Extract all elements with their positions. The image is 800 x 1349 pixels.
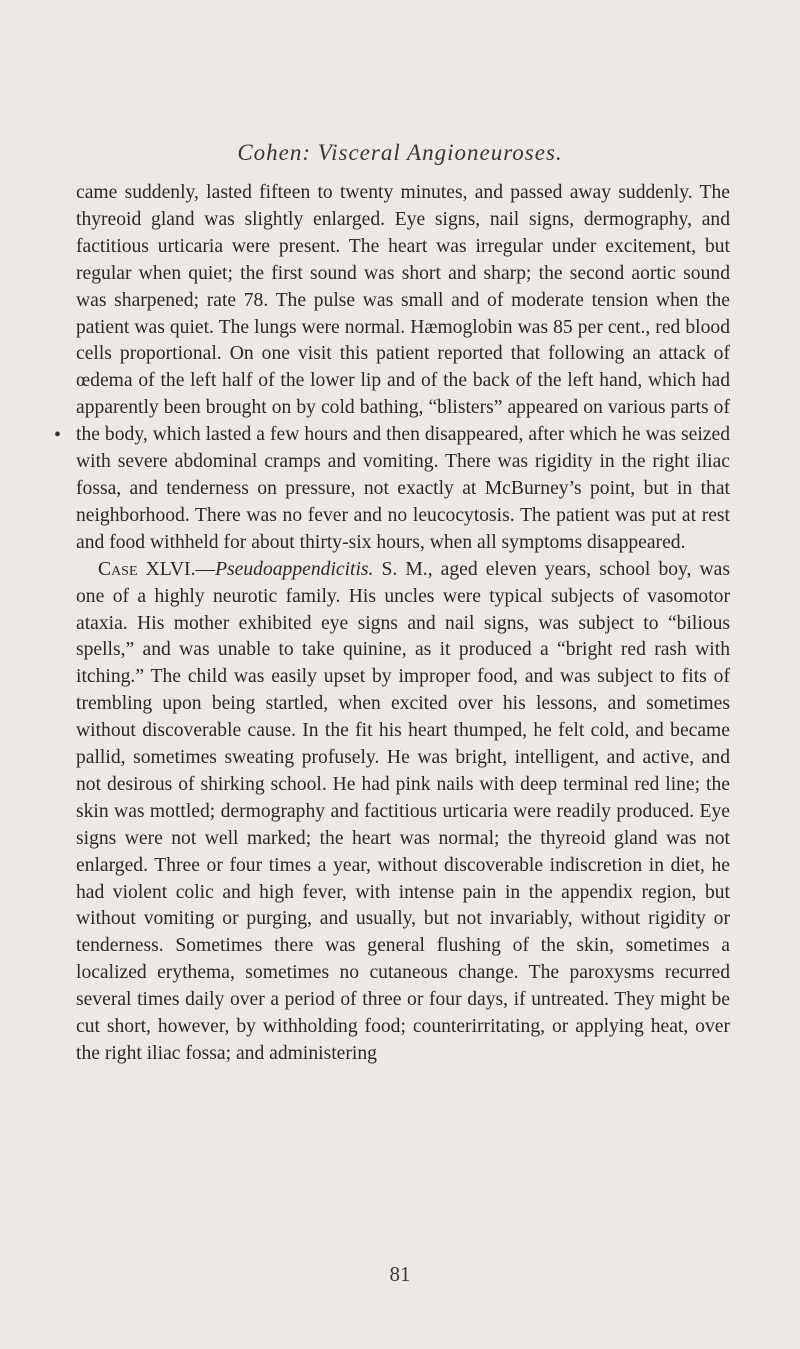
page-number: 81 xyxy=(389,1262,411,1286)
running-head: Cohen: Visceral Angioneuroses. xyxy=(237,140,563,165)
paragraph-continued: came suddenly, lasted fifteen to twenty minutes, and passed away suddenly. The thyreoid gland was slightly enlarged. Eye signs, nail signs, dermography, and factitious urticaria were present. The heart was irregular under excitement, but regular when quiet; the first sound was short and sharp; the second aortic sound was sharpened; rate 78. The pulse was small and of moderate tension when the patient was quiet. The lungs were normal. Hæmoglobin was 85 per cent., red blood cells proportional. On one visit this patient reported that following an attack of œdema of the left half of the lower lip and of the back of the left hand, which had apparently been brought on by cold bathing, “blisters” appeared on various parts of the body, which lasted a few hours and then disappeared, after which he was seized with severe abdominal cramps and vomiting. There was rigidity in the right iliac fossa, and tenderness on pressure, not exactly at McBurney’s point, but in that neighborhood. There was no fever and no leucocytosis. The patient was put at rest and food withheld for about thirty-six hours, when all symptoms disappeared. xyxy=(76,182,730,553)
em-dash: — xyxy=(195,558,216,580)
case-body: S. M., aged eleven years, school boy, was one of a highly neurotic family. His uncles were typical subjects of vasomotor ataxia. His mother exhibited eye signs and nail signs, was subject to “bilious spells,” and was unable to take quinine, as it produced a “bright red rash with itching.” The child was easily upset by improper food, and was subject to fits of trembling upon being startled, when excited over his lessons, and sometimes without discoverable cause. In the fit his heart thumped, he felt cold, and became pallid, sometimes sweating profusely. He was bright, intelligent, and active, and not desirous of shirking school. He had pink nails with deep terminal red line; the skin was mottled; dermography and factitious urticaria were readily produced. Eye signs were not well marked; the heart was normal; the thyreoid gland was not enlarged. Three or four times a year, without discoverable indiscretion in diet, he had violent colic and high fever, with intense pain in the appendix region, but without vomiting or purging, and usually, but not invariably, without rigidity or tenderness. Sometimes there was general flushing of the skin, sometimes a localized erythema, sometimes no cutaneous change. The paroxysms recurred several times daily over a period of three or four days, if untreated. They might be cut short, however, by withholding food; counterirritating, or applying heat, over the right iliac fossa; and administering xyxy=(76,558,730,1064)
case-label: Case XLVI. xyxy=(98,558,196,580)
margin-mark: • xyxy=(54,424,62,446)
body-text xyxy=(76,180,730,1068)
case-title: Pseudoappendicitis. xyxy=(215,558,374,580)
case-paragraph xyxy=(76,557,730,1068)
